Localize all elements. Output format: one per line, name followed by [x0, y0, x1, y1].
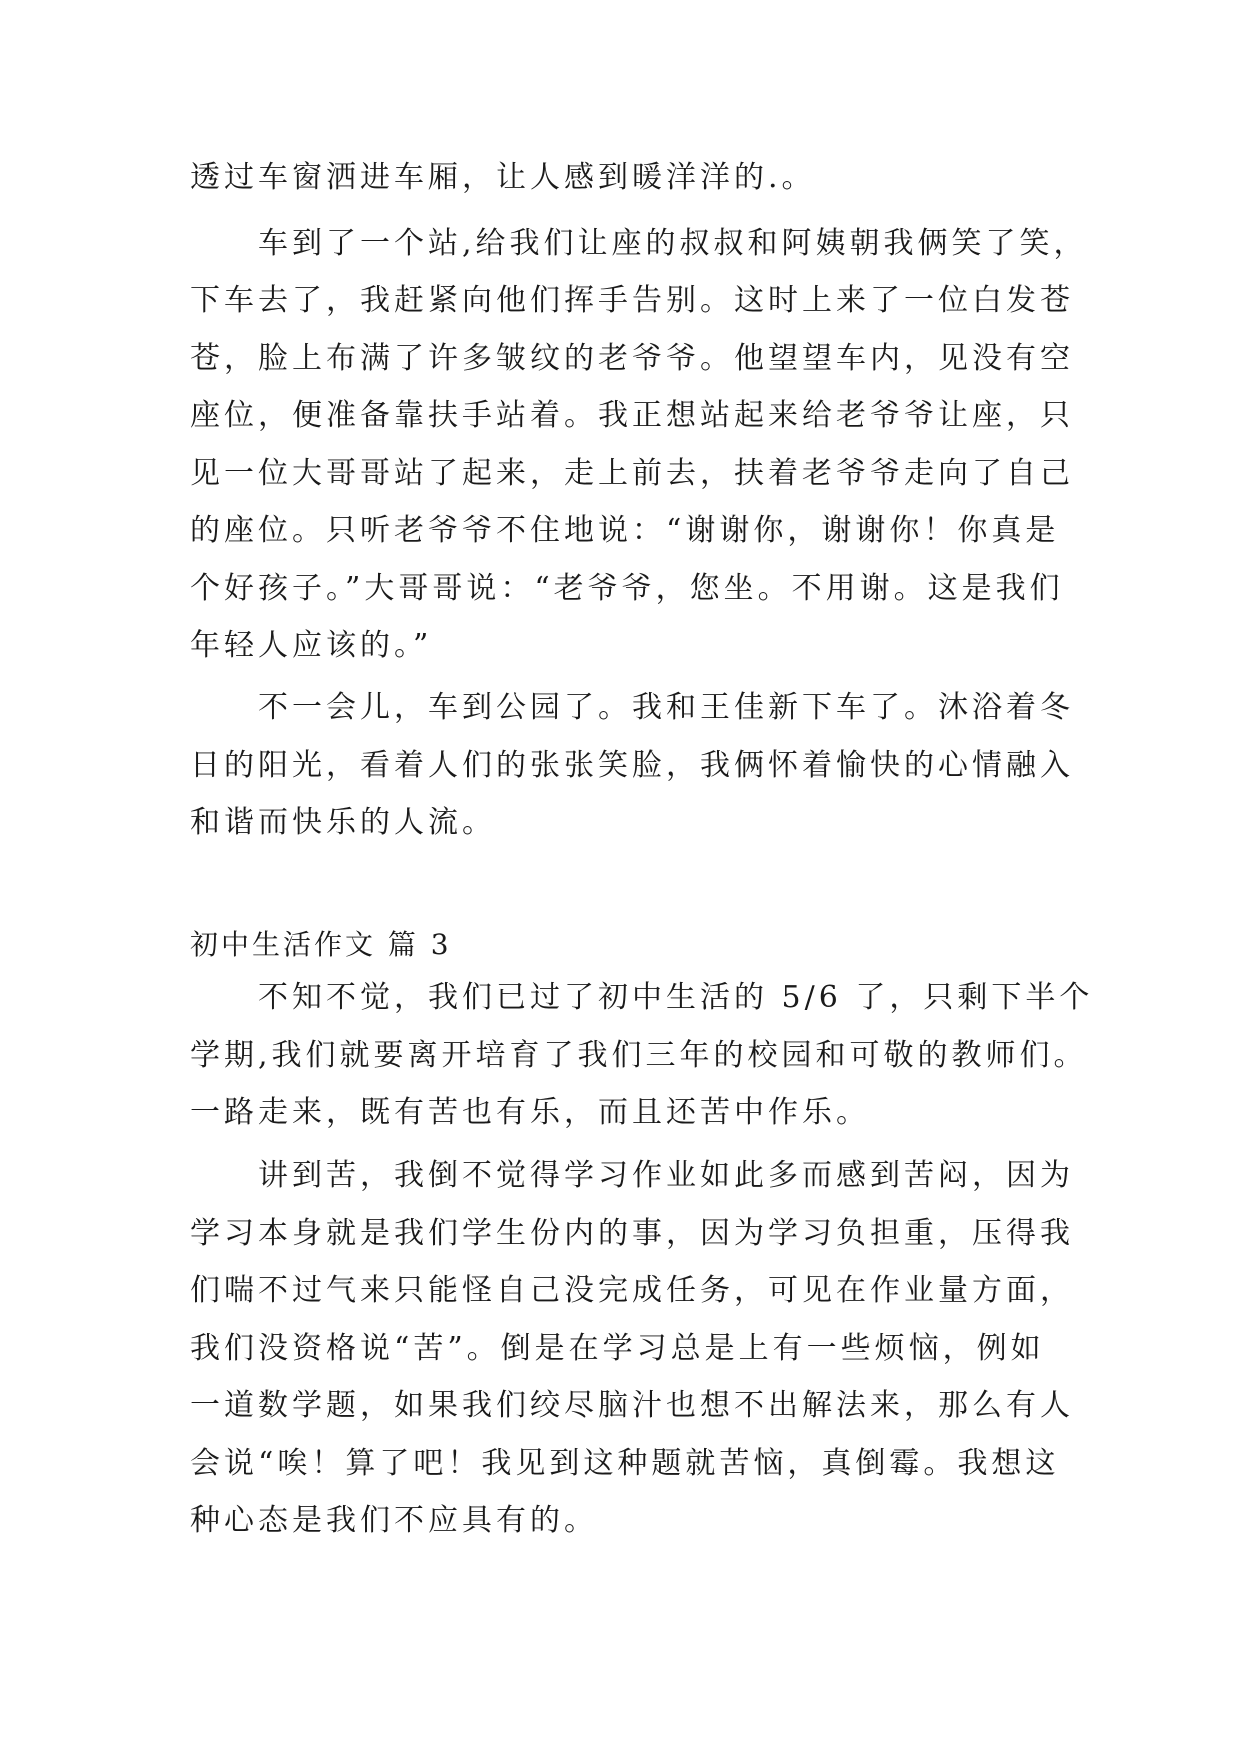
paragraph-line: 不一会儿，车到公园了。我和王佳新下车了。沐浴着冬 — [258, 690, 1074, 725]
paragraph-line: 下车去了，我赶紧向他们挥手告别。这时上来了一位白发苍 — [190, 283, 1074, 318]
paragraph-line: 讲到苦，我倒不觉得学习作业如此多而感到苦闷，因为 — [258, 1158, 1074, 1193]
paragraph-line: 透过车窗洒进车厢，让人感到暖洋洋的.。 — [190, 160, 816, 195]
paragraph-line: 车到了一个站,给我们让座的叔叔和阿姨朝我俩笑了笑， — [258, 226, 1088, 261]
paragraph-line: 苍，脸上布满了许多皱纹的老爷爷。他望望车内，见没有空 — [190, 341, 1074, 376]
paragraph-line: 学期,我们就要离开培育了我们三年的校园和可敬的教师们。 — [190, 1038, 1088, 1073]
paragraph-line: 年轻人应该的。” — [190, 628, 433, 663]
paragraph-line: 种心态是我们不应具有的。 — [190, 1503, 598, 1538]
paragraph-line: 会说“唉！算了吧！我见到这种题就苦恼，真倒霉。我想这 — [190, 1446, 1060, 1481]
paragraph-line: 个好孩子。”大哥哥说：“老爷爷，您坐。不用谢。这是我们 — [190, 571, 1064, 606]
paragraph-line: 的座位。只听老爷爷不住地说：“谢谢你，谢谢你！你真是 — [190, 513, 1060, 548]
paragraph-line: 学习本身就是我们学生份内的事，因为学习负担重，压得我 — [190, 1216, 1074, 1251]
paragraph-line: 和谐而快乐的人流。 — [190, 805, 496, 840]
section-heading: 初中生活作文 篇 3 — [190, 928, 452, 961]
paragraph-line: 我们没资格说“苦”。倒是在学习总是上有一些烦恼，例如 — [190, 1331, 1045, 1366]
paragraph-line: 见一位大哥哥站了起来，走上前去，扶着老爷爷走向了自己 — [190, 456, 1074, 491]
paragraph-line: 座位，便准备靠扶手站着。我正想站起来给老爷爷让座，只 — [190, 398, 1074, 433]
paragraph-line: 们喘不过气来只能怪自己没完成任务，可见在作业量方面， — [190, 1273, 1074, 1308]
paragraph-line: 一路走来，既有苦也有乐，而且还苦中作乐。 — [190, 1095, 870, 1130]
paragraph-line: 不知不觉，我们已过了初中生活的 5/6 了，只剩下半个 — [258, 980, 1094, 1015]
paragraph-line: 一道数学题，如果我们绞尽脑汁也想不出解法来，那么有人 — [190, 1388, 1074, 1423]
paragraph-line: 日的阳光，看着人们的张张笑脸，我俩怀着愉快的心情融入 — [190, 748, 1074, 783]
